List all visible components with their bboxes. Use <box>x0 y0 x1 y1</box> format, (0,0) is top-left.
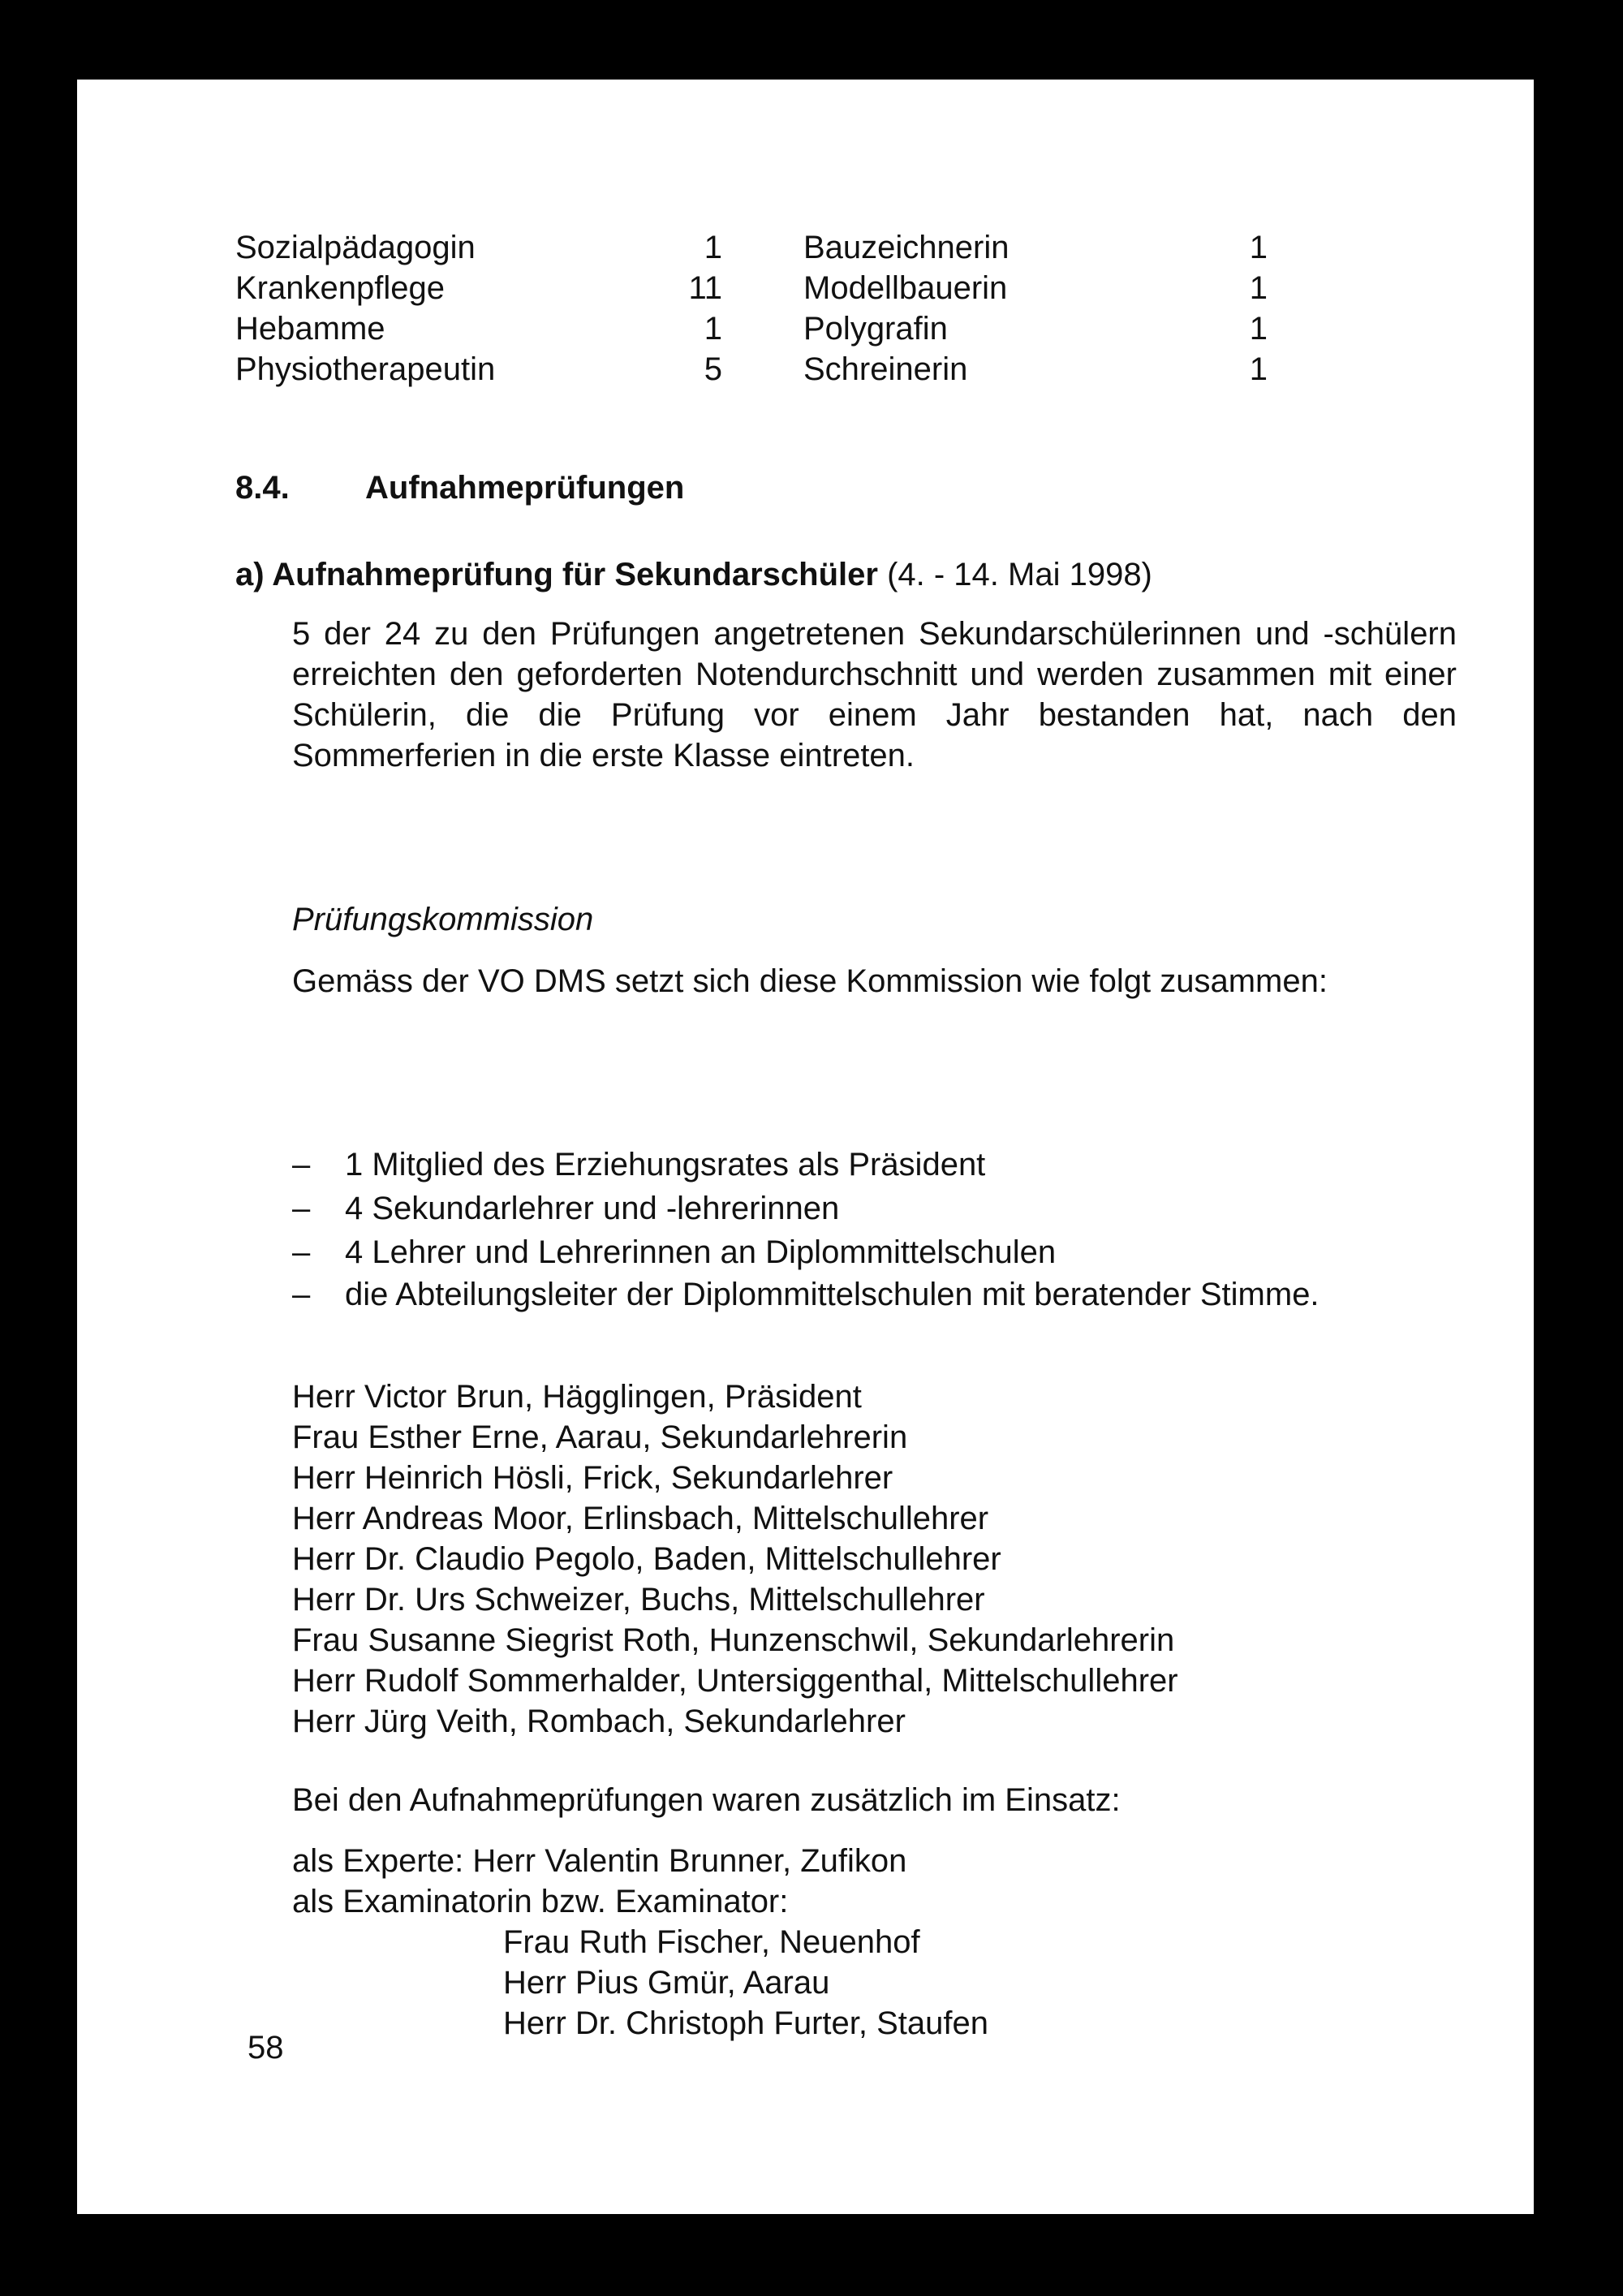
section-title: Aufnahmeprüfungen <box>365 470 685 506</box>
occupation-name: Physiotherapeutin <box>235 351 496 387</box>
expert-line: als Experte: Herr Valentin Brunner, Zufikon <box>292 1843 907 1879</box>
list-item-text: 4 Sekundarlehrer und -lehrerinnen <box>345 1191 840 1226</box>
member-entry: Frau Esther Erne, Aarau, Sekundarlehrerin <box>292 1419 908 1455</box>
occupation-count: 1 <box>1249 270 1268 306</box>
list-item <box>292 1274 1457 1315</box>
list-item-text: 1 Mitglied des Erziehungsrates als Präsident <box>345 1147 986 1182</box>
additional-intro: Bei den Aufnahmeprüfungen waren zusätzlich im Einsatz: <box>292 1782 1121 1818</box>
member-entry: Herr Heinrich Hösli, Frick, Sekundarlehrer <box>292 1460 893 1496</box>
list-item <box>292 1143 1457 1187</box>
occupation-name: Modellbauerin <box>803 270 1008 306</box>
list-item-text: 4 Lehrer und Lehrerinnen an Diplommittelschulen <box>345 1234 1057 1270</box>
section-number: 8.4. <box>235 470 290 506</box>
member-entry: Herr Dr. Claudio Pegolo, Baden, Mittelschullehrer <box>292 1541 1001 1577</box>
document-page <box>77 80 1534 2214</box>
list-item <box>292 1187 1457 1230</box>
member-entry: Herr Rudolf Sommerhalder, Untersiggenthal, Mittelschullehrer <box>292 1663 1178 1699</box>
member-entry: Herr Jürg Veith, Rombach, Sekundarlehrer <box>292 1704 906 1739</box>
commission-intro: Gemäss der VO DMS setzt sich diese Kommission wie folgt zusammen: <box>292 963 1328 999</box>
commission-heading: Prüfungskommission <box>292 902 594 937</box>
member-entry: Herr Victor Brun, Hägglingen, Präsident <box>292 1379 862 1415</box>
occupation-count: 5 <box>704 351 722 387</box>
occupation-count: 1 <box>704 311 722 347</box>
list-item-text: die Abteilungsleiter der Diplommittelschulen mit beratender Stimme. <box>345 1277 1319 1312</box>
subsection-date: (4. - 14. Mai 1998) <box>887 557 1152 592</box>
occupation-count: 1 <box>1249 351 1268 387</box>
occupation-count: 1 <box>1249 311 1268 347</box>
subsection-heading <box>235 554 1152 595</box>
commission-composition-list <box>292 1143 1457 1315</box>
occupation-count: 1 <box>704 230 722 265</box>
occupation-name: Schreinerin <box>803 351 968 387</box>
occupation-count: 1 <box>1249 230 1268 265</box>
examiner-label: als Examinatorin bzw. Examinator: <box>292 1884 789 1919</box>
member-entry: Herr Dr. Urs Schweizer, Buchs, Mittelschullehrer <box>292 1582 985 1618</box>
page-number: 58 <box>248 2030 284 2066</box>
dash-bullet: – <box>292 1147 311 1182</box>
dash-bullet: – <box>292 1234 311 1270</box>
member-entry: Frau Susanne Siegrist Roth, Hunzenschwil, Sekundarlehrerin <box>292 1622 1175 1658</box>
dash-bullet: – <box>292 1191 311 1226</box>
occupation-name: Krankenpflege <box>235 270 445 306</box>
examiner-entry: Frau Ruth Fischer, Neuenhof <box>503 1924 920 1960</box>
intro-paragraph: 5 der 24 zu den Prüfungen angetretenen Sekundarschülerinnen und -schülern erreichten den geforderten Notendurchschnitt und werden zusammen mit einer Schülerin, die die Prüfung vor einem Jahr bestanden hat, nach den Sommerferien in die erste Klasse eintreten. <box>292 616 1457 773</box>
occupation-name: Polygrafin <box>803 311 948 347</box>
examiner-entry: Herr Dr. Christoph Furter, Staufen <box>503 2005 989 2041</box>
dash-bullet: – <box>292 1277 311 1312</box>
examiner-list <box>503 1922 988 2044</box>
examiner-entry: Herr Pius Gmür, Aarau <box>503 1965 830 2001</box>
occupation-name: Sozialpädagogin <box>235 230 476 265</box>
subsection-label: a) Aufnahmeprüfung für Sekundarschüler <box>235 557 878 592</box>
occupation-count: 11 <box>688 270 722 306</box>
occupation-name: Hebamme <box>235 311 385 347</box>
list-item <box>292 1230 1457 1274</box>
occupation-name: Bauzeichnerin <box>803 230 1010 265</box>
member-entry: Herr Andreas Moor, Erlinsbach, Mittelschullehrer <box>292 1501 989 1536</box>
commission-members <box>292 1376 1178 1742</box>
